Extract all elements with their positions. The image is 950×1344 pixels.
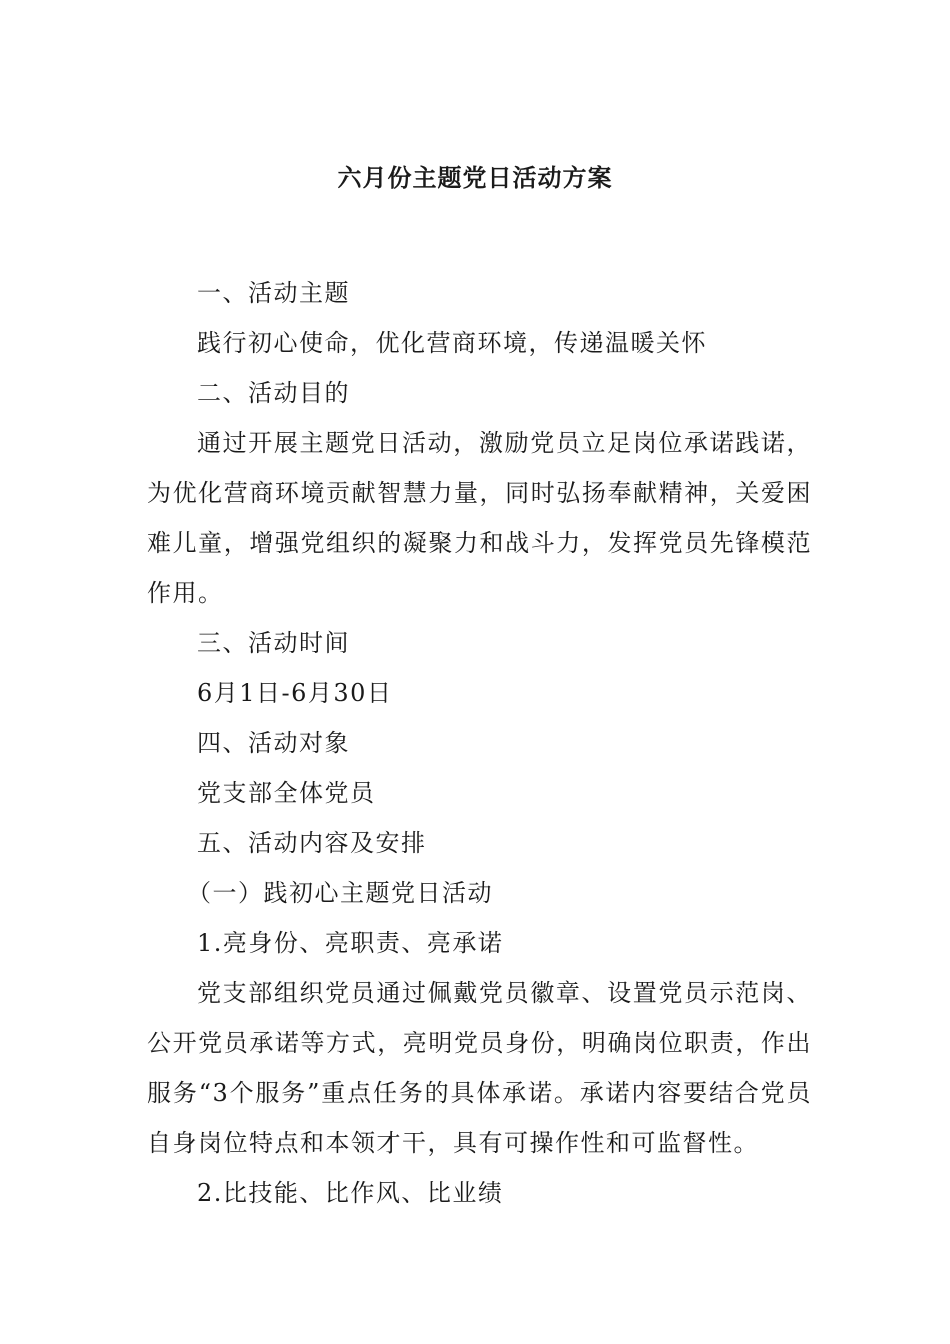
paragraph-purpose: 通过开展主题党日活动，激励党员立足岗位承诺践诺，为优化营商环境贡献智慧力量，同时弘扬奉献精神，关爱困难儿童，增强党组织的凝聚力和战斗力，发挥党员先锋模范作用。 <box>147 429 812 607</box>
subsection-heading-1: （一）践初心主题党日活动 <box>187 879 493 907</box>
paragraph-time: 6月1日-6月30日 <box>197 679 393 707</box>
paragraph-theme: 践行初心使命，优化营商环境，传递温暖关怀 <box>197 329 707 357</box>
item-heading-2: 2.比技能、比作风、比业绩 <box>197 1179 504 1207</box>
paragraph-participants: 党支部全体党员 <box>197 779 376 807</box>
item-heading-1: 1.亮身份、亮职责、亮承诺 <box>197 929 504 957</box>
document-body <box>147 268 812 1218</box>
section-heading-time: 三、活动时间 <box>197 629 350 657</box>
paragraph-item-1: 党支部组织党员通过佩戴党员徽章、设置党员示范岗、公开党员承诺等方式，亮明党员身份，明确岗位职责，作出服务“3个服务”重点任务的具体承诺。承诺内容要结合党员自身岗位特点和本领才干，具有可操作性和可监督性。 <box>147 979 812 1157</box>
section-heading-purpose: 二、活动目的 <box>197 379 350 407</box>
section-heading-participants: 四、活动对象 <box>197 729 350 757</box>
section-heading-content: 五、活动内容及安排 <box>197 829 427 857</box>
section-heading-theme: 一、活动主题 <box>197 279 350 307</box>
document-title: 六月份主题党日活动方案 <box>337 163 613 192</box>
